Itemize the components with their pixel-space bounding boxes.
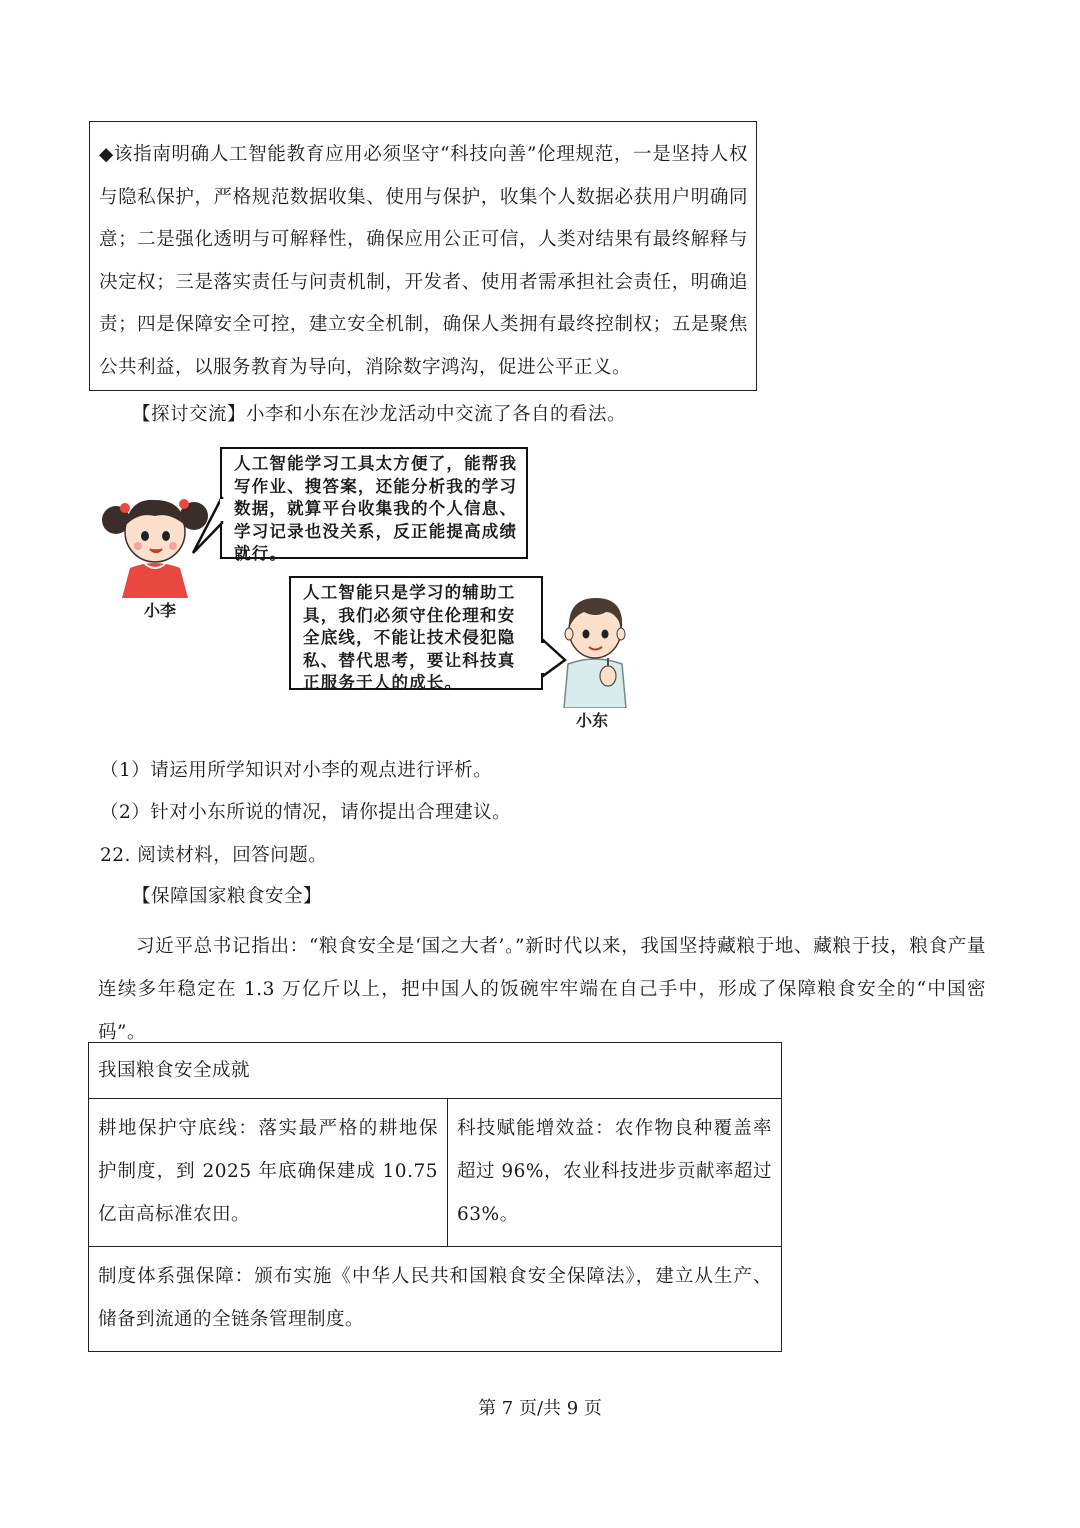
xiaodong-speech-text: 人工智能只是学习的辅助工具，我们必须守住伦理和安全底线，不能让技术侵犯隐私、替代思考，要让科技真正服务于人的成长。 (303, 583, 516, 692)
question-22-heading: 22. 阅读材料，回答问题。 (100, 845, 328, 866)
xiaoli-illustration-icon (100, 486, 210, 598)
xiaoli-speech-bubble (220, 447, 528, 563)
section-title: 【保障国家粮食安全】 (132, 886, 323, 907)
table-cell-system: 制度体系强保障：颁布实施《中华人民共和国粮食安全保障法》，建立从生产、储备到流通的全链条管理制度。 (89, 1247, 782, 1352)
question-1: （1）请运用所学知识对小李的观点进行评析。 (100, 760, 493, 781)
table-cell-farmland: 耕地保护守底线：落实最严格的耕地保护制度，到 2025 年底确保建成 10.75 亿亩高标准农田。 (89, 1099, 448, 1247)
page-footer: 第 7 页/共 9 页 (478, 1398, 602, 1419)
food-security-table (88, 1042, 782, 1352)
question-2: （2）针对小东所说的情况，请你提出合理建议。 (100, 802, 512, 823)
table-cell-tech: 科技赋能增效益：农作物良种覆盖率超过 96%，农业科技进步贡献率超过 63%。 (448, 1099, 782, 1247)
xiaodong-name-label: 小东 (576, 711, 609, 730)
material-text: ◆该指南明确人工智能教育应用必须坚守“科技向善”伦理规范，一是坚持人权与隐私保护，严格规范数据收集、使用与保护，收集个人数据必获用户明确同意；二是强化透明与可解释性，确保应用公正可信，人类对结果有最终解释与决定权；三是落实责任与问责机制，开发者、使用者需承担社会责任，明确追责；四是保障安全可控，建立安全机制，确保人类拥有最终控制权；五是聚焦公共利益，以服务教育为导向，消除数字鸿沟，促进公平正义。 (99, 144, 748, 378)
table-row (89, 1099, 782, 1247)
table-row (89, 1043, 782, 1099)
table-header-cell: 我国粮食安全成就 (89, 1043, 782, 1099)
xiaoli-name-label: 小李 (144, 601, 177, 620)
xiaodong-speech-bubble (289, 576, 543, 690)
xiaoli-speech-text: 人工智能学习工具太方便了，能帮我写作业、搜答案，还能分析我的学习数据，就算平台收集我的个人信息、学习记录也没关系，反正能提高成绩就行。 (234, 454, 518, 563)
material-box (89, 121, 757, 391)
discussion-intro: 【探讨交流】小李和小东在沙龙活动中交流了各自的看法。 (132, 404, 627, 425)
q22-paragraph: 习近平总书记指出：“粮食安全是‘国之大者’。”新时代以来，我国坚持藏粮于地、藏粮于技，粮食产量连续多年稳定在 1.3 万亿斤以上，把中国人的饭碗牢牢端在自己手中，形成了保障粮食安全的“中国密码”。 (98, 936, 986, 1043)
xiaodong-illustration-icon (558, 590, 633, 708)
table-row (89, 1247, 782, 1352)
